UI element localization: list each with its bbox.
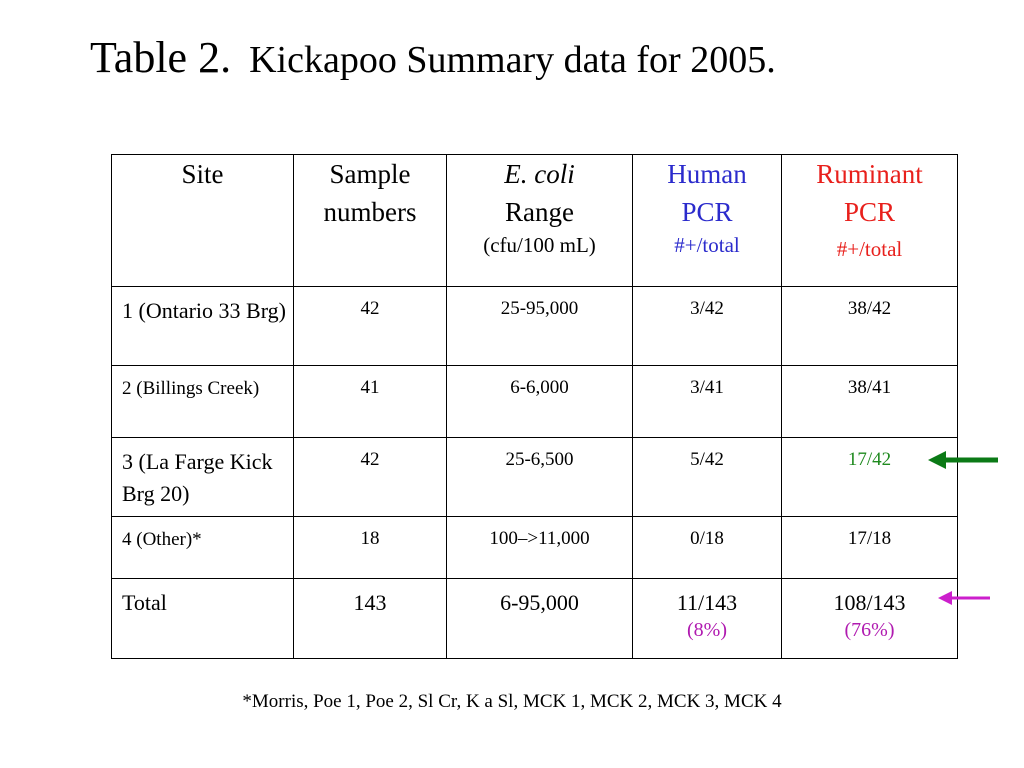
header-human-sub: #+/total [674, 233, 740, 257]
total-human: 11/143 [676, 590, 738, 615]
total-label: Total [112, 579, 294, 659]
header-sample-line1: Sample [329, 159, 411, 189]
header-ruminant-pcr [782, 155, 958, 287]
left-arrow-icon [938, 588, 992, 608]
ecoli-range-cell: 6-6,000 [447, 366, 633, 438]
table-row [112, 438, 958, 517]
site-cell: 4 (Other)* [112, 517, 294, 579]
ecoli-range-cell: 100–>11,000 [447, 517, 633, 579]
human-pcr-cell: 3/42 [633, 287, 782, 366]
human-pcr-cell: 3/41 [633, 366, 782, 438]
total-row [112, 579, 958, 659]
header-site-label: Site [181, 159, 224, 189]
slide-title [90, 33, 776, 82]
table-row [112, 287, 958, 366]
total-ruminant: 108/143 [833, 590, 906, 615]
header-ecoli-line2: Range [505, 197, 574, 227]
table-row [112, 366, 958, 438]
samples-cell: 18 [294, 517, 447, 579]
human-pcr-cell: 5/42 [633, 438, 782, 517]
header-human-pcr [633, 155, 782, 287]
ecoli-range-cell: 25-95,000 [447, 287, 633, 366]
title-prefix: Table 2. [90, 33, 232, 82]
header-site [112, 155, 294, 287]
summary-table [111, 154, 958, 659]
total-human-percent: (8%) [687, 619, 727, 641]
ecoli-range-cell: 25-6,500 [447, 438, 633, 517]
header-row [112, 155, 958, 287]
total-ecoli-range: 6-95,000 [447, 579, 633, 659]
total-ruminant-cell [782, 579, 958, 659]
ruminant-pcr-cell: 38/41 [782, 366, 958, 438]
header-ruminant-sub: #+/total [836, 237, 903, 261]
footnote: *Morris, Poe 1, Poe 2, Sl Cr, K a Sl, MCK 1, MCK 2, MCK 3, MCK 4 [242, 691, 782, 712]
total-ruminant-percent: (76%) [844, 619, 895, 641]
header-ecoli-range [447, 155, 633, 287]
site-cell: 1 (Ontario 33 Brg) [112, 287, 294, 366]
samples-cell: 41 [294, 366, 447, 438]
human-pcr-cell: 0/18 [633, 517, 782, 579]
header-human-line2: PCR [681, 197, 733, 227]
total-human-cell [633, 579, 782, 659]
header-sample-numbers [294, 155, 447, 287]
header-human-line1: Human [667, 159, 747, 189]
site-cell: 3 (La Farge Kick Brg 20) [112, 438, 294, 517]
left-arrow-icon [928, 449, 1000, 471]
site-cell: 2 (Billings Creek) [112, 366, 294, 438]
total-samples: 143 [294, 579, 447, 659]
ruminant-pcr-cell: 38/42 [782, 287, 958, 366]
ruminant-pcr-cell: 17/18 [782, 517, 958, 579]
header-ruminant-line2: PCR [843, 197, 896, 227]
title-main: Kickapoo Summary data for 2005. [249, 39, 776, 81]
header-ecoli-italic: E. coli [504, 159, 575, 189]
ruminant-pcr-cell-highlight: 17/42 [782, 438, 958, 517]
samples-cell: 42 [294, 438, 447, 517]
header-ruminant-line1: Ruminant [816, 159, 923, 189]
table-row [112, 517, 958, 579]
header-sample-line2: numbers [323, 197, 417, 227]
header-ecoli-units: (cfu/100 mL) [483, 233, 596, 257]
samples-cell: 42 [294, 287, 447, 366]
